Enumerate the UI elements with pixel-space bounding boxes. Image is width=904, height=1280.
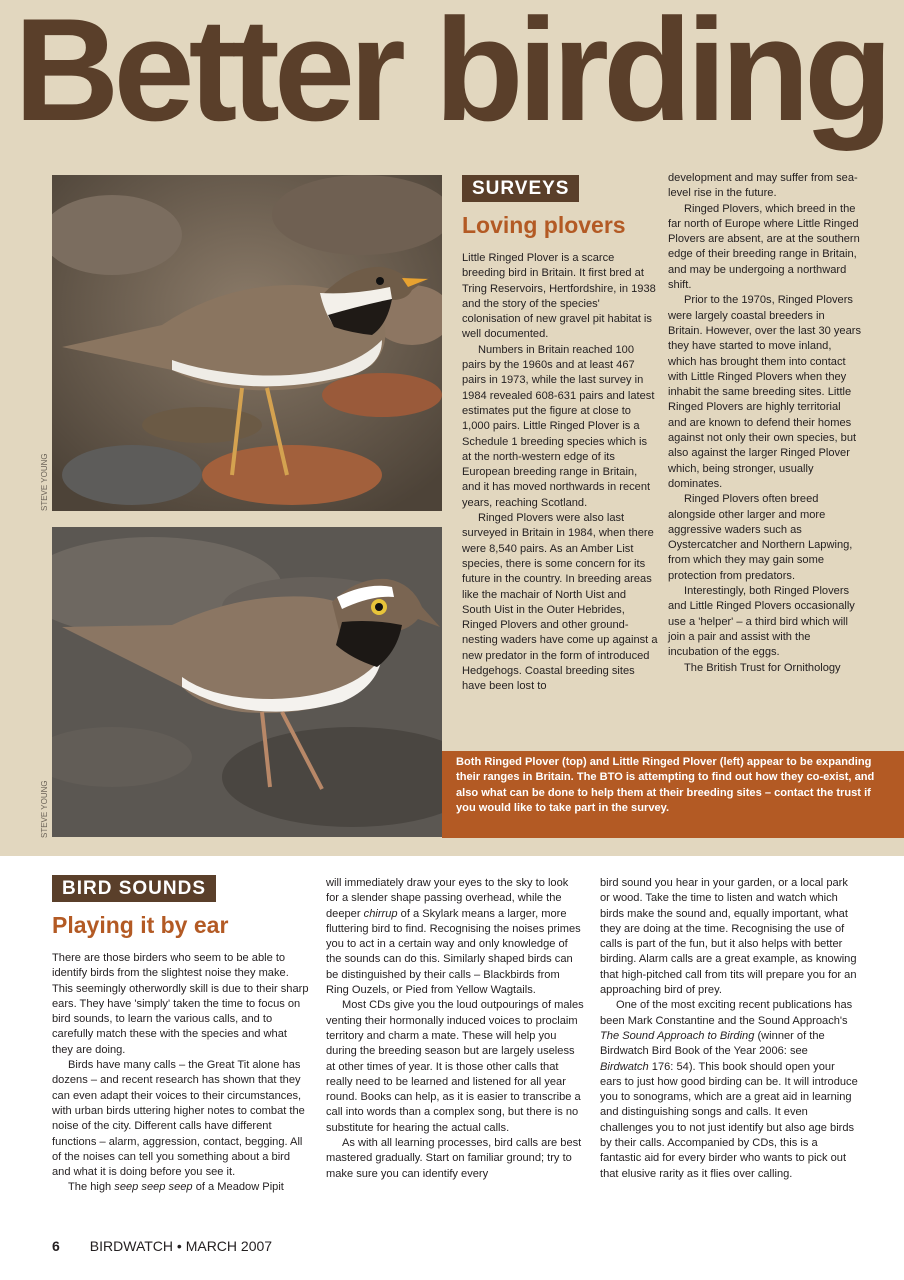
article-title-plovers: Loving plovers xyxy=(462,212,626,238)
paragraph: Birds have many calls – the Great Tit alone has dozens – and recent research has shown that they can even adapt their voices to their circumstances, with urban birds uttering higher notes to combat the noise of the city. Different calls have different functions – alarm, aggression, contact, begging. All of the noises can tell you something about a bird and what it is doing before you see it. xyxy=(52,1059,305,1179)
article-column xyxy=(462,251,658,695)
photo-caption: Both Ringed Plover (top) and Little Ringed Plover (left) appear to be expanding their ranges in Britain. The BTO is attempting to find out how they co-exist, and also what can be done to help them at their breeding sites – contact the trust if you would like to take part in the survey. xyxy=(442,751,904,838)
little-ringed-plover-photo xyxy=(52,527,442,837)
page-number: 6 xyxy=(52,1238,60,1254)
article-column xyxy=(326,876,584,1182)
paragraph: Interestingly, both Ringed Plovers and Little Ringed Plovers occasionally use a 'helper' – a third bird which will join a pair and assist with the incubation of the eggs. xyxy=(668,585,855,659)
paragraph: The British Trust for Ornithology xyxy=(684,661,841,674)
paragraph: Little Ringed Plover is a scarce breeding bird in Britain. It first bred at Tring Reservoirs, Hertfordshire, in 1938 and the story of the species' colonisation of new gravel pit habitat is well documented. xyxy=(462,252,656,341)
paragraph: Ringed Plovers, which breed in the far north of Europe where Little Ringed Plovers are absent, are at the southern edge of their breeding range in Britain, and may be undergoing a northward shift. xyxy=(668,202,860,292)
article-title-playing-by-ear: Playing it by ear xyxy=(52,912,229,938)
article-column xyxy=(52,951,310,1196)
ringed-plover-photo xyxy=(52,175,442,511)
paragraph: will immediately draw your eyes to the sky to look for a slender shape passing overhead, while the deeper chirrup of a Skylark means a larger, more fluttering bird to find. Recognising the noises primes you to act in a certain way and only knowledge of the sounds can do this. Similarly shaped birds can be distinguished by their calls – Blackbirds from Ring Ouzels, or Pied from Yellow Wagtails. xyxy=(326,877,581,997)
paragraph: Numbers in Britain reached 100 pairs by the 1960s and at least 467 pairs in 1973, while the last survey in 1984 revealed 608-631 pairs and latest estimates put the figure at close to 1,000 pairs. Little Ringed Plover is a Schedule 1 breeding species which is at the north-western edge of its European breeding range in Britain, and it has moved northwards in recent years, reaching Scotland. xyxy=(462,343,655,509)
article-column xyxy=(668,171,862,676)
section-label-bird-sounds: BIRD SOUNDS xyxy=(52,875,216,902)
paragraph: Most CDs give you the loud outpourings of males venting their hormonally induced voices to proclaim territory and charm a mate. These will help you during the breeding season but are largely useless at other times of year. It is those other calls that really need to be learned and listened for all year round. Books can help, as it is easier to transcribe a call into words than a complex song, but there is no substitute for hearing the actual calls. xyxy=(326,999,584,1134)
paragraph: Ringed Plovers often breed alongside other larger and more aggressive waders such as Oystercatcher and Northern Lapwing, from which they may gain some protection from predators. xyxy=(668,493,853,582)
paragraph: Ringed Plovers were also last surveyed in Britain in 1984, when there were 8,540 pairs. As an Amber List species, there is some concern for its future in the country. In breeding areas like the machair of North Uist and South Uist in the Outer Hebrides, Ringed Plovers and other ground-nesting waders have come up against a new predator in the form of introduced Hedgehogs. Coastal breeding sites have been lost to xyxy=(462,512,658,693)
paragraph: As with all learning processes, bird calls are best mastered gradually. Start on familiar ground; try to make sure you can identify every xyxy=(326,1137,582,1180)
page-footer xyxy=(52,1238,272,1254)
article-column xyxy=(600,876,858,1182)
paragraph: bird sound you hear in your garden, or a local park or wood. Take the time to listen and watch which birds make the sound and, equally important, what they are doing at the time. Recognising the use of calls is part of the fun, but it also helps with better birding. Alarm calls are a great example, as knowing that high-pitched call from tits will prepare you for an approaching bird of prey. xyxy=(600,877,857,997)
paragraph: Prior to the 1970s, Ringed Plovers were largely coastal breeders in Britain. However, over the last 30 years they have started to move inland, which has brought them into contact with Little Ringed Plovers when they inhabit the same breeding sites. Little Ringed Plovers are highly territorial and are known to defend their homes against not only their own species, but also against the larger Ringed Plover which, being stronger, usually dominates. xyxy=(668,294,861,490)
photo-credit: STEVE YOUNG xyxy=(40,780,49,838)
photo-credit: STEVE YOUNG xyxy=(40,453,49,511)
paragraph: development and may suffer from sea-level rise in the future. xyxy=(668,172,858,200)
page-title: Better birding xyxy=(14,0,888,151)
paragraph: There are those birders who seem to be able to identify birds from the slightest noise they make. This seemingly otherwordly skill is due to their sharp ears. They have 'simply' taken the time to focus on bird sounds, to learn the various calls, and to carefully match these with the species and what they are doing. xyxy=(52,952,309,1056)
paragraph: The high seep seep seep of a Meadow Pipit xyxy=(68,1181,284,1194)
section-label-surveys: SURVEYS xyxy=(462,175,579,202)
magazine-issue: BIRDWATCH • MARCH 2007 xyxy=(89,1238,273,1254)
paragraph: One of the most exciting recent publications has been Mark Constantine and the Sound Approach's The Sound Approach to Birding (winner of the Birdwatch Bird Book of the Year 2006: see Birdwatch 176: 54). This book should open your ears to just how good birding can be. It will introduce you to sonograms, which are a great aid in learning and distinguishing songs and calls. It even challenges you to not just identify but also age birds by their calls. Accompanied by CDs, this is a fantastic aid for every birder who wants to pick out that elusive rarity as it flies over calling. xyxy=(600,999,858,1180)
